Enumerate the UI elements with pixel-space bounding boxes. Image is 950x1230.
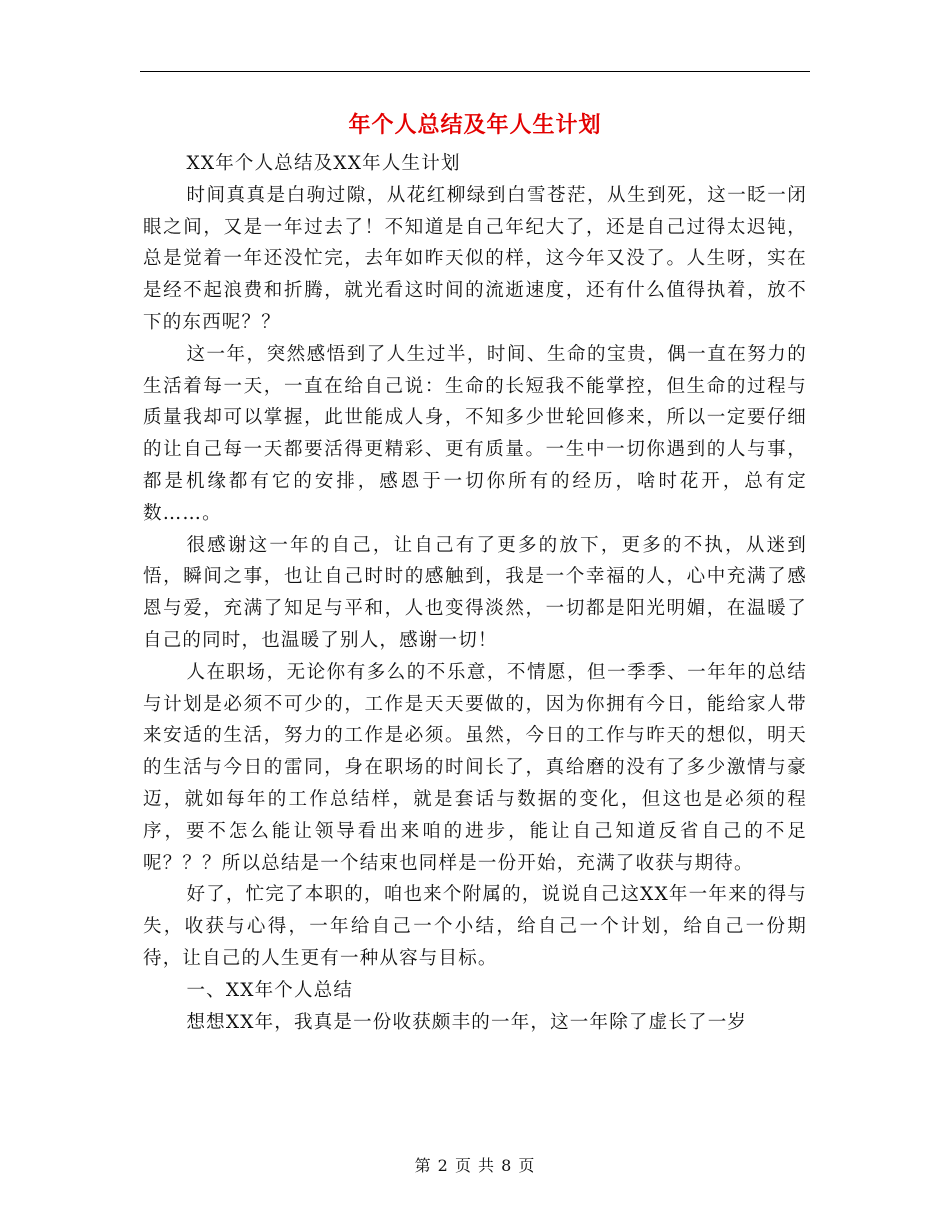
paragraph-4: 人在职场，无论你有多么的不乐意，不情愿，但一季季、一年年的总结与计划是必须不可少的，工作是天天要做的，因为你拥有今日，能给家人带来安适的生活，努力的工作是必须。虽然，今日的工作与昨天的想似，明天的生活与今日的雷同，身在职场的时间长了，真给磨的没有了多少激情与豪迈，就如每年的工作总结样，就是套话与数据的变化，但这也是必须的程序，要不怎么能让领导看出来咱的进步，能让自己知道反省自己的不足呢？？？所以总结是一个结束也同样是一份开始，充满了收获与期待。 xyxy=(143,661,807,874)
paragraph-6: 想想XX年，我真是一份收获颇丰的一年，这一年除了虚长了一岁 xyxy=(186,1011,748,1033)
header-rule xyxy=(140,71,810,72)
paragraph-5: 好了，忙完了本职的，咱也来个附属的，说说自己这XX年一年来的得与失，收获与心得，一年给自己一个小结，给自己一个计划，给自己一份期待，让自己的人生更有一种从容与目标。 xyxy=(143,884,807,969)
paragraph-1: 时间真真是白驹过隙，从花红柳绿到白雪苍茫，从生到死，这一眨一闭眼之间，又是一年过去了！不知道是自己年纪大了，还是自己过得太迟钝，总是觉着一年还没忙完，去年如昨天似的样，这今年又没了。人生呀，实在是经不起浪费和折腾，就光看这时间的流逝速度，还有什么值得执着，放不下的东西呢？？ xyxy=(143,184,807,333)
document-title: 年个人总结及年人生计划 xyxy=(348,112,602,138)
section-heading: 一、XX年个人总结 xyxy=(186,979,354,1001)
paragraph-subtitle: XX年个人总结及XX年人生计划 xyxy=(186,153,461,174)
document-body xyxy=(143,148,807,1038)
paragraph-2: 这一年，突然感悟到了人生过半，时间、生命的宝贵，偶一直在努力的生活着每一天，一直在给自己说：生命的长短我不能掌控，但生命的过程与质量我却可以掌握，此世能成人身，不知多少世轮回修来，所以一定要仔细的让自己每一天都要活得更精彩、更有质量。一生中一切你遇到的人与事，都是机缘都有它的安排，感恩于一切你所有的经历，啥时花开，总有定数……。 xyxy=(143,343,807,524)
paragraph-3: 很感谢这一年的自己，让自己有了更多的放下，更多的不执，从迷到悟，瞬间之事，也让自己时时的感触到，我是一个幸福的人，心中充满了感恩与爱，充满了知足与平和，人也变得淡然，一切都是阳光明媚，在温暖了自己的同时，也温暖了别人，感谢一切！ xyxy=(143,534,807,651)
page-number: 第 2 页 共 8 页 xyxy=(414,1156,536,1175)
